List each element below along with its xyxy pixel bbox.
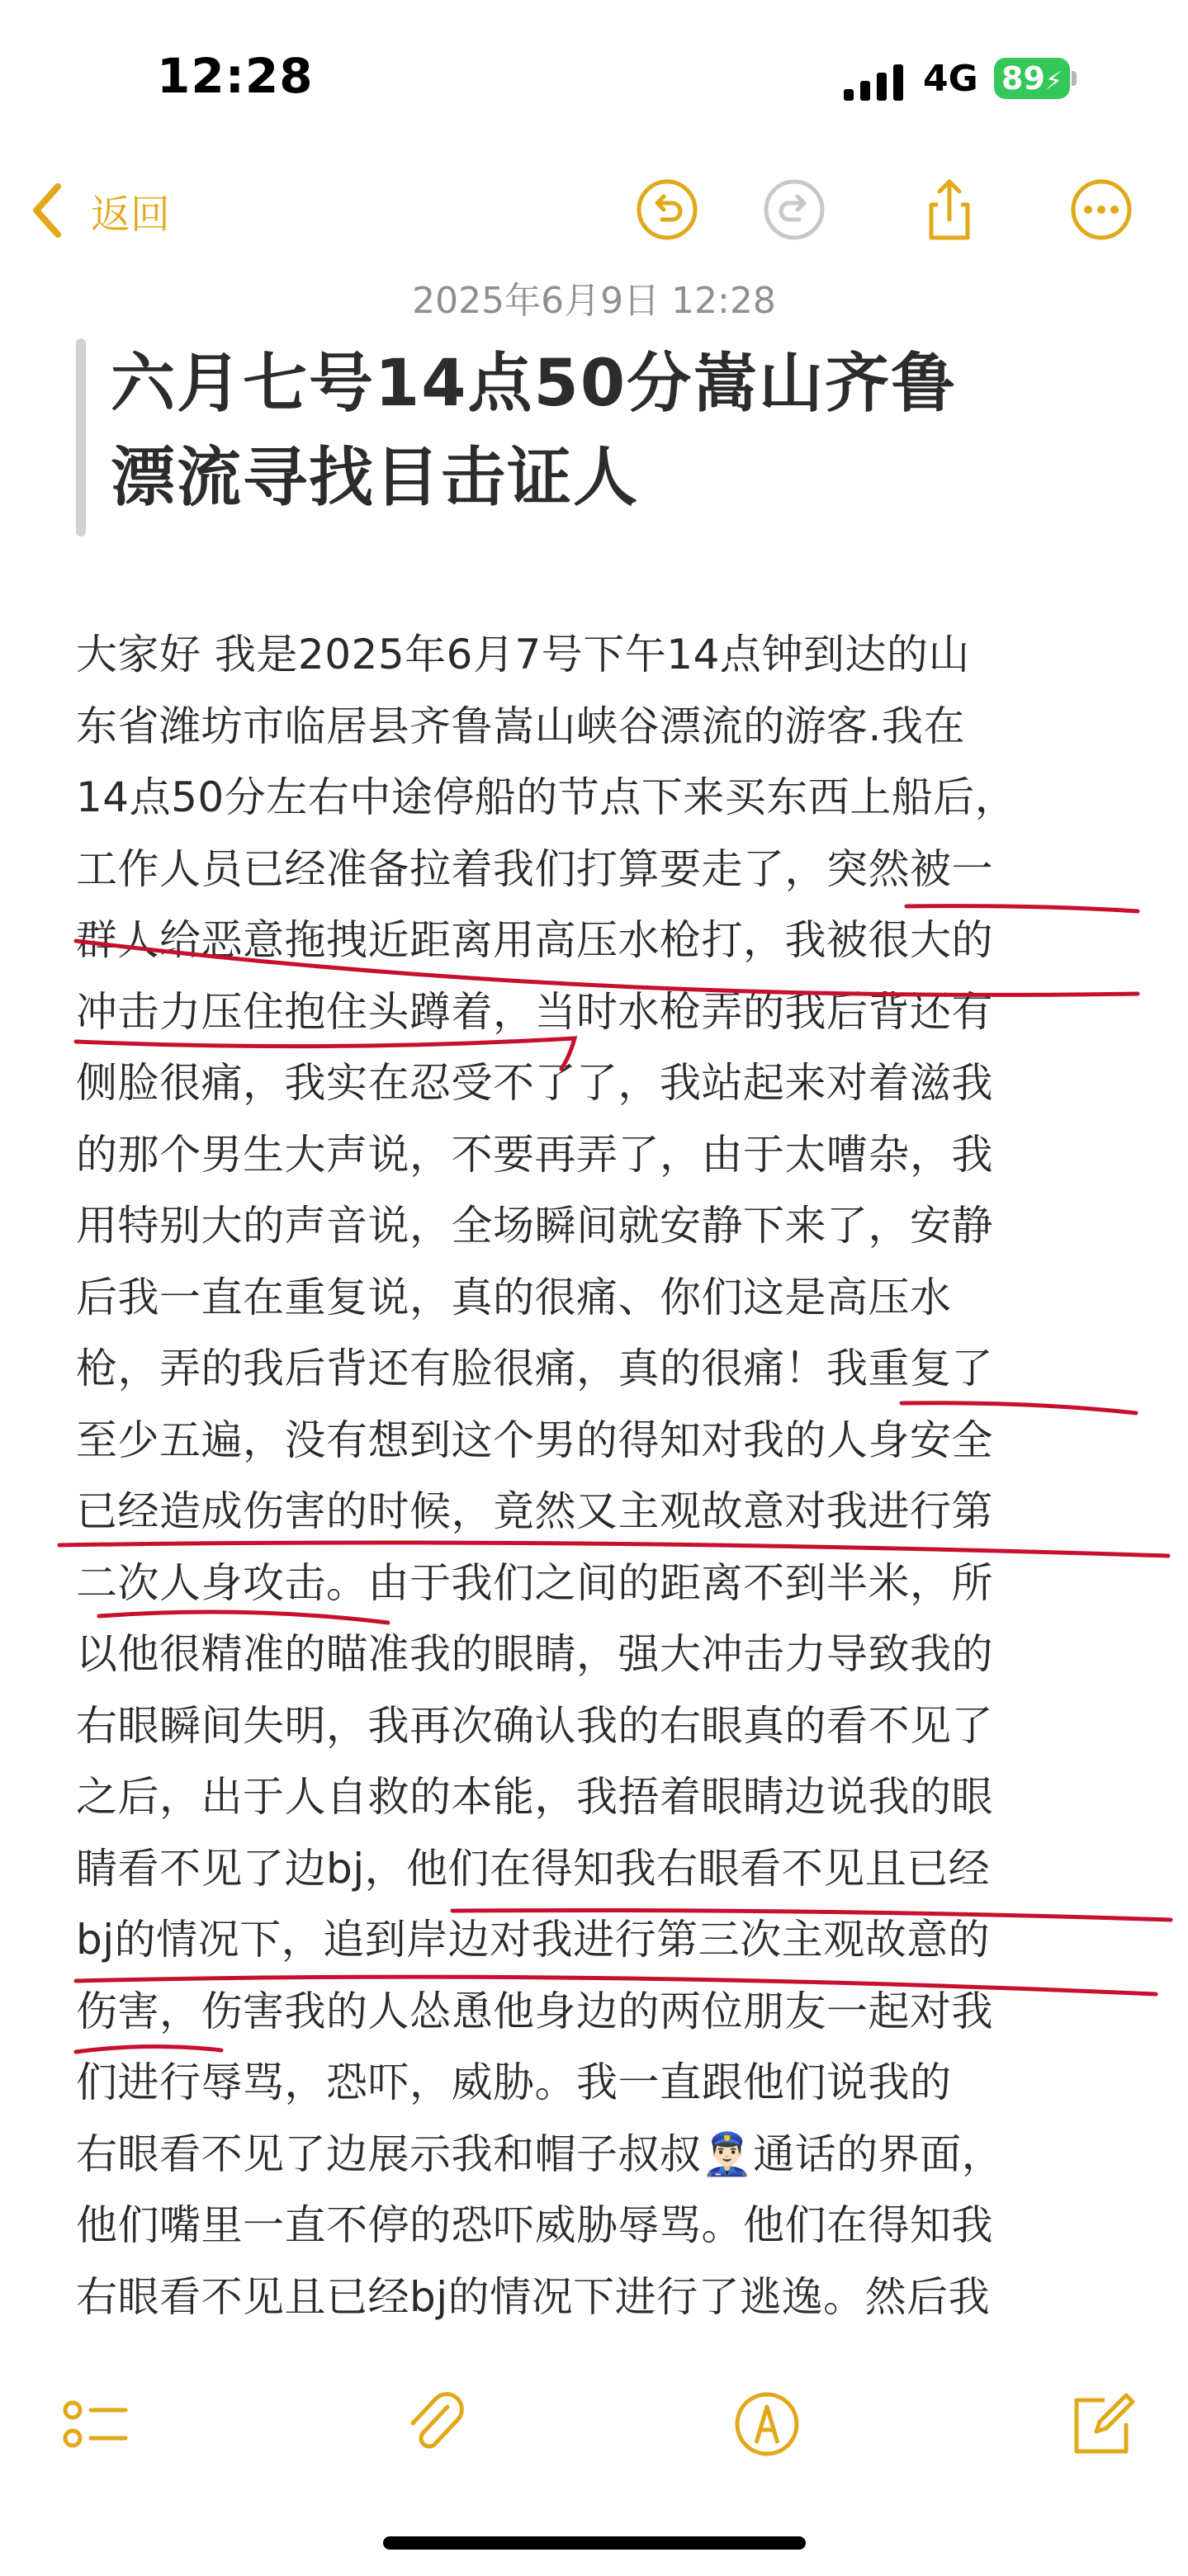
- note-nav-bar: [0, 157, 1188, 264]
- body-line: 的那个男生大声说，不要再弄了，由于太嘈杂，我: [76, 1130, 993, 1179]
- body-line: 睛看不见了边bj，他们在得知我右眼看不见且已经: [76, 1844, 991, 1893]
- body-line: 用特别大的声音说，全场瞬间就安静下来了，安静: [76, 1202, 993, 1250]
- cellular-signal-icon: [844, 64, 906, 101]
- body-line: 后我一直在重复说，真的很痛、你们这是高压水: [76, 1273, 952, 1321]
- body-line: 已经造成伤害的时候，竟然又主观故意对我进行第: [76, 1487, 993, 1535]
- body-line: 14点50分左右中途停船的节点下来买东西上船后，: [76, 773, 1017, 821]
- more-icon[interactable]: [1068, 177, 1134, 243]
- markup-pen-icon[interactable]: [731, 2389, 802, 2460]
- checklist-icon[interactable]: [59, 2389, 130, 2460]
- network-type: 4G: [923, 58, 978, 100]
- attachment-icon[interactable]: [400, 2389, 471, 2460]
- redo-icon[interactable]: [761, 177, 827, 243]
- body-line: 右眼看不见了边展示我和帽子叔叔👮🏻‍♂️通话的界面，: [76, 2129, 1004, 2178]
- body-line: 大家好 我是2025年6月7号下午14点钟到达的山: [76, 631, 970, 678]
- note-date: 2025年6月9日 12:28: [412, 280, 776, 322]
- battery-indicator: [994, 58, 1070, 99]
- title-line: 六月七号14点50分嵩山齐鲁: [111, 347, 958, 421]
- battery-level: 89: [1001, 60, 1045, 97]
- body-line: 们进行辱骂，恐吓，威胁。我一直跟他们说我的: [76, 2058, 952, 2106]
- status-bar: [0, 0, 1188, 140]
- undo-icon[interactable]: [634, 177, 700, 243]
- back-chevron-icon: [30, 182, 66, 239]
- note-title[interactable]: [111, 337, 1134, 525]
- body-line: bj的情况下，追到岸边对我进行第三次主观故意的: [76, 1916, 991, 1964]
- back-button[interactable]: [30, 182, 170, 239]
- title-line: 漂流寻找目击证人: [111, 441, 640, 515]
- bottom-toolbar: [0, 2377, 1188, 2476]
- body-line: 工作人员已经准备拉着我们打算要走了，突然被一: [76, 844, 993, 893]
- body-line: 东省潍坊市临居县齐鲁嵩山峡谷漂流的游客.我在: [76, 702, 965, 750]
- body-line: 二次人身攻击。由于我们之间的距离不到半米，所: [76, 1558, 993, 1607]
- body-line: 枪，弄的我后背还有脸很痛，真的很痛！我重复了: [76, 1345, 993, 1392]
- body-line: 之后，出于人自救的本能，我捂着眼睛边说我的眼: [76, 1773, 993, 1821]
- body-line: 他们嘴里一直不停的恐吓威胁辱骂。他们在得知我: [76, 2201, 993, 2249]
- body-line: 右眼看不见且已经bj的情况下进行了逃逸。然后我: [76, 2272, 991, 2321]
- body-line: 以他很精准的瞄准我的眼睛，强大冲击力导致我的: [76, 1630, 993, 1678]
- body-line: 侧脸很痛，我实在忍受不了了，我站起来对着滋我: [76, 1059, 993, 1107]
- share-icon[interactable]: [916, 177, 982, 243]
- back-label: 返回: [91, 191, 171, 238]
- body-line: 群人给恶意拖拽近距离用高压水枪打，我被很大的: [76, 916, 993, 964]
- compose-icon[interactable]: [1067, 2389, 1138, 2460]
- body-line: 右眼瞬间失明，我再次确认我的右眼真的看不见了: [76, 1701, 993, 1750]
- body-line: 伤害，伤害我的人怂恿他身边的两位朋友一起对我: [76, 1987, 993, 2035]
- note-body[interactable]: [76, 619, 1141, 2333]
- battery-cap: [1072, 71, 1077, 86]
- charging-bolt-icon: ⚡: [1044, 67, 1063, 96]
- block-quote-bar: [76, 338, 86, 536]
- body-line: 冲击力压住抱住头蹲着，当时水枪弄的我后背还有: [76, 987, 993, 1036]
- status-time: 12:28: [157, 48, 314, 104]
- home-indicator: [383, 2536, 806, 2550]
- body-line: 至少五遍，没有想到这个男的得知对我的人身安全: [76, 1416, 993, 1464]
